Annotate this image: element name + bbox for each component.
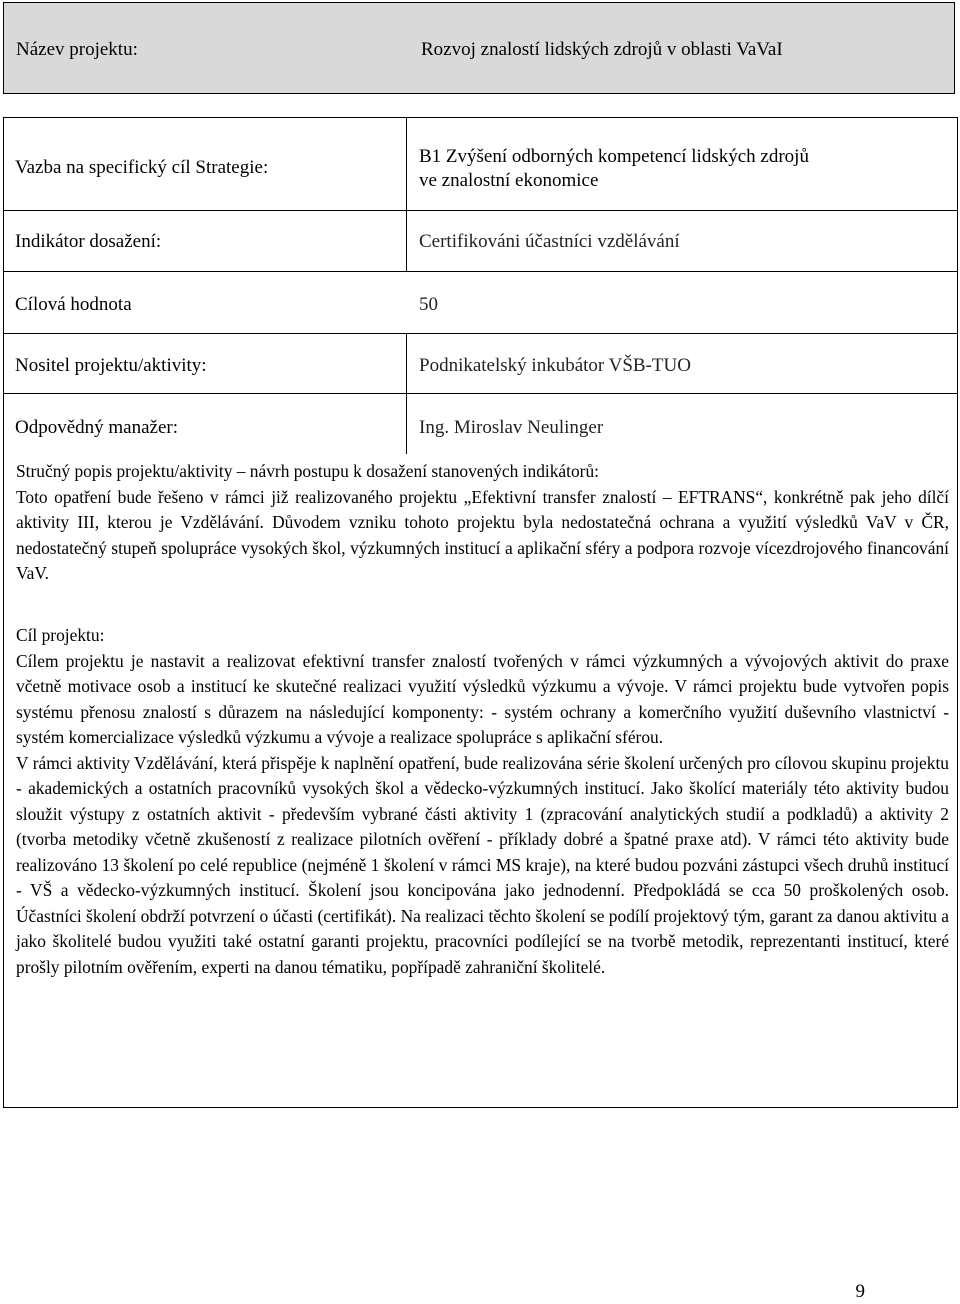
indicator-label: Indikátor dosažení:	[15, 231, 162, 252]
owner-label: Nositel projektu/aktivity:	[15, 355, 207, 376]
project-name-label: Název projektu:	[16, 39, 138, 60]
project-details-table	[3, 117, 958, 1108]
page-number: 9	[855, 1281, 865, 1302]
manager-label: Odpovědný manažer:	[15, 417, 179, 438]
summary-heading: Stručný popis projektu/aktivity – návrh postupu k dosažení stanovených indikátorů:	[16, 461, 599, 481]
summary-text: Toto opatření bude řešeno v rámci již realizovaného projektu „Efektivní transfer znalostí – EFTRANS“, konkrétně pak jeho dílčí aktivity III, kterou je Vzdělávání. Důvodem vzniku tohoto projektu byla nedostatečná ochrana a využití výsledků VaV v ČR, nedostatečný stupeň spolupráce vysokých škol, výzkumných institucí a aplikační sféry a podpora rozvoje vícezdrojového financování VaV.	[16, 486, 949, 583]
goal-section	[16, 623, 949, 980]
target-value: 50	[419, 294, 438, 315]
strategy-label: Vazba na specifický cíl Strategie:	[15, 157, 269, 178]
strategy-value-line2: ve znalostní ekonomice	[419, 170, 599, 191]
row-divider	[4, 393, 957, 394]
target-label: Cílová hodnota	[15, 294, 132, 315]
project-name-header	[3, 2, 955, 94]
strategy-value-line1: B1 Zvýšení odborných kompetencí lidských zdrojů	[419, 146, 809, 167]
row-divider	[4, 271, 957, 272]
summary-section	[16, 459, 949, 587]
column-divider	[406, 333, 407, 454]
owner-value: Podnikatelský inkubátor VŠB-TUO	[419, 355, 691, 376]
goal-heading: Cíl projektu:	[16, 625, 105, 645]
row-divider	[4, 333, 957, 334]
goal-paragraph-1: Cílem projektu je nastavit a realizovat efektivní transfer znalostí tvořených v rámci výzkumných a vývojových aktivit do praxe včetně motivace osob a institucí ke skutečné realizaci využití výsledků výzkumu a vývoje. V rámci projektu bude vytvořen popis systému přenosu znalostí s důrazem na následující komponenty: - systém ochrany a komerčního využití duševního vlastnictví - systém komercializace výsledků výzkumu a vývoje a realizace spolupráce s aplikační sférou.	[16, 650, 949, 747]
project-name-value: Rozvoj znalostí lidských zdrojů v oblasti VaVaI	[421, 39, 783, 60]
column-divider	[406, 118, 407, 271]
manager-value: Ing. Miroslav Neulinger	[419, 417, 604, 438]
indicator-value: Certifikováni účastníci vzdělávání	[419, 231, 680, 252]
row-divider	[4, 210, 957, 211]
goal-paragraph-2: V rámci aktivity Vzdělávání, která přispěje k naplnění opatření, bude realizována série školení určených pro cílovou skupinu projektu - akademických a ostatních pracovníků vysokých škol a vědecko-výzkumných institucí. Jako školící materiály této aktivity budou sloužit výstupy z ostatních aktivit - především vybrané části aktivity 1 (zpracování analytických studií a podkladů) a aktivity 2 (tvorba metodiky včetně zkušeností z realizace pilotních ověření - příklady dobré a špatné praxe atd). V rámci této aktivity bude realizováno 13 školení po celé republice (nejméně 1 školení v rámci MS kraje), na které budou pozváni zástupci všech druhů institucí - VŠ a vědecko-výzkumných institucí. Školení jsou koncipována jako jednodenní. Předpokládá se cca 50 proškolených osob. Účastníci školení obdrží potvrzení o účasti (certifikát). Na realizaci těchto školení se podílí projektový tým, garant za danou aktivitu a jako školitelé budou využiti také ostatní garanti projektu, pracovníci podílející se na tvorbě metodik, reprezentanti institucí, které prošly pilotním ověřením, experti na danou tématiku, popřípadě zahraniční školitelé.	[16, 752, 949, 977]
